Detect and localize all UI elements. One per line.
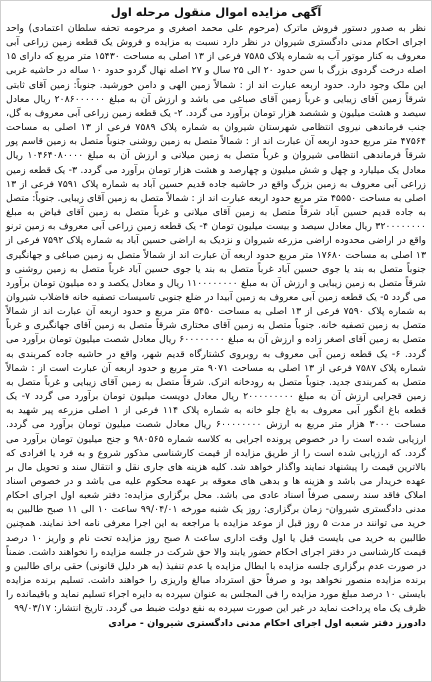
- notice-body: نظر به صدور دستور فروش ماترک (مرحوم علی محمد اصغری و مرحومه تحفه سلطان اعتمادی) واحد اجرای احکام مدنی دادگستری شیروان در نظر دارد نسبت به مزایده و فروش یک قطعه زمین زراعی آبی معروف به کنار موتور آب به شماره پلاک ۷۵۸۵ فرعی از ۱۳ اصلی به مساحت ۱۵۴۳۰ متر مربع که دارای ۱۵ اصله درخت گردوی بزرگ با سن حدود ۲۰ الی ۲۵ سال و ۲۷ اصله نهال گردو حدود ۱۰ ساله در حاشیه غربی این ملک وجود دارد. حدود اربعه عبارت اند از : شمالاً زمین الهی و دامن خورشید. جنوباً: زمین آقای ثابتی شرقاً زمین آقای زیبایی و غرباً زمین آقای صباغی می باشد و ارزش آن به مبلغ ۲۰۸۶۰۰۰۰۰۰ ریال معادل سیصد و هشت میلیون و ششصد هزار تومان برآورد می گردد. ۲- یک قطعه زمین زراعی آبی معروف به گل، جنب فرماندهی نیروی انتظامی شهرستان شیروان به شماره پلاک ۷۵۸۹ فرعی از ۱۳ اصلی به مساحت ۴۷۵۶۴ متر مربع حدود اربعه آن عبارت اند از : شمالاً متصل به زمین روشنی جنوباً متصل به زمین قاسم پور شرقاً فرماندهی انتظامی شیروان و غرباً متصل به زمین میلانی و ارزش آن به مبلغ ۱۰۴۶۴۰۸۰۰۰۰ ریال معادل یک میلیارد و چهل و شش میلیون و چهارصد و هشت هزار تومان برآورد می گردد. ۳- یک قطعه زمین زراعی آبی معروف به زمین بزرگ واقع در حاشیه جاده قدیم حسین آباد به شماره پلاک ۷۵۹۱ فرعی از ۱۳ اصلی به مساحت ۴۵۵۵۰ متر مربع حدود اربعه عبارت اند از : شمالاً متصل به زمین آقای زیبایی. جنوباً: متصل به جاده قدیم حسین آباد شرقاً متصل به زمین آقای میلانی و غرباً متصل به زمین آقای فیاض به مبلغ ۳۲۰۰۰۰۰۰۰۰ ریال معادل سیصد و بیست میلیون تومان ۴- یک قطعه زمین زراعی آبی معروف به زمین ترنو واقع در اراضی محدوده اراضی مزرعه شیروان و نزدیک به اراضی حسین آباد به شماره پلاک ۷۵۹۲ فرعی از ۱۳ اصلی به مساحت ۱۷۶۸۰ متر مربع حدود اربعه آن عبارت اند از شمالاً متصل به زمین صباغی و جهانگیری جنوباً متصل به بند یا جوی حسین آباد غرباً متصل به بند یا جوی حسین آباد غرباً متصل به زمین روشنی و شرقاً متصل به زمین زیبایی و ارزش آن به مبلغ ۱۱۰۰۰۰۰۰۰۰ ریال و معادل یکصد و ده میلیون تومان برآورد می گردد ۵- یک قطعه زمین آبی معروف به زمین آبیدا در ضلع جنوبی تاسیسات تصفیه خانه فاضلاب شیروان به شماره پلاک ۷۵۹۰ فرعی از ۱۳ اصلی به مساحت ۵۴۵۰ متر مربع و حدود اربعه آن عبارت اند از شمالاً متصل به زمین تصفیه خانه. جنوباً متصل به زمین آقای مختاری شرقاً متصل به زمین آقای جهانگیری و غرباً متصل به زمین آقای اصغر زاده و ارزش آن به مبلغ ۶۰۰۰۰۰۰۰۰ ریال معادل شصت میلیون تومان برآورد می گردد. ۶- یک قطعه زمین آبی معروف به روبروی کشتارگاه قدیم شهر، واقع در حاشیه جاده کمربندی به شماره پلاک ۷۵۸۷ فرعی از ۱۳ اصلی به مساحت ۹۰۷۱ متر مربع و حدود اربعه آن عبارت است از : شمالاً متصل به کمربندی جدید. جنوباً متصل به رودخانه اترک. شرقاً متصل به زمین آقای زیبایی و غرباً متصل به زمین قجرایی ارزش آن به مبلغ ۲۰۰۰۰۰۰۰۰۰ ریال معادل دویست میلیون تومان برآورد می گردد ۷- یک قطعه باغ انگور آبی معروف به باغ جلو خانه به شماره پلاک ۱۱۴ فرعی از ۱ اصلی مزرعه پیر شهید به مساحت ۳۰۰۰ هزار متر مربع به ارزش ۶۰۰۰۰۰۰۰۰ ریال معادل شصت میلیون تومان برآورد می گردد. ارزیابی شده است را در خصوص پرونده اجرایی به کلاسه شماره ۹۸۰۵۶۵ و جنح میلیون تومان برآورد می گردد. که ارزیابی شده است را از طریق مزایده از قیمت کارشناسی مذکور شروع و به فرد یا افرادی که بالاترین قیمت را پیشنهاد نمایند واگذار خواهد شد. کلیه هزینه های جاری نقل و انتقال سند و تحویل مال بر عهده خریدار می باشد و هزینه ها و بدهی های معوقه بر عهده محکوم علیه می باشد و در خصوص اسناد املاک فاقد سند رسمی صرفاً اسناد عادی می باشد. محل برگزاری مزایده: دفتر شعبه اول اجرای احکام مدنی دادگستری شیروان- زمان برگزاری: روز یک شنبه مورخه ۹۹/۰۴/۰۱ ساعت ۱۰ الی ۱۱ صبح طالبین به خرید می توانند در مدت ۵ روز قبل از موعد مزایده با مراجعه به این اجرا معرفی نامه اخذ نمایند. همچنین طالبین به خرید می بایست قبل یا اول وقت اداری ساعت ۸ صبح روز مزایده تحت نام و واریز ۱۰ درصد قیمت کارشناسی در دفتر اجرای احکام حضور یابند والا حق شرکت در جلسه مزایده را نخواهند داشت. ضمناً در صورت عدم برگزاری جلسه مزایده با ابطال مزایده یا عدم تنفیذ (به هر دلیل قانونی) حقی برای طالبین و برنده مزایده منصور نخواهد بود و صرفاً حق استرداد مبالغ واریزی را خواهند داشت. تسلیم برنده مزایده بایستی ۱۰ درصد مبلغ مورد مزایده را فی المجلس به عنوان سپرده به دایره اجراء تسلیم نماید و باقیمانده را ظرف یک ماه پرداخت نماید در غیر این صورت سپرده به نفع دولت ضبط می گردد. تاریخ انتشار: ۹۹/۰۳/۱۷: [6, 23, 427, 615]
- notice-title: آگهی مزایده اموال منقول مرحله اول: [110, 5, 322, 19]
- notice-signature: دادورز دفتر شعبه اول اجرای احکام مدنی دادگستری شیروان - مرادی: [108, 617, 426, 629]
